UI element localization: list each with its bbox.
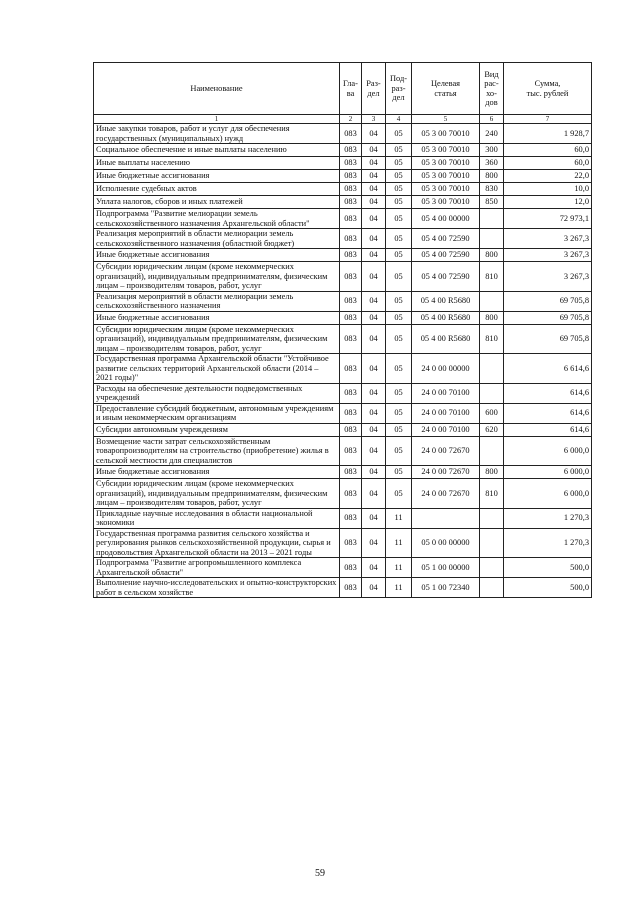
row-section: 04 [362, 229, 386, 249]
row-chapter: 083 [340, 558, 362, 578]
row-target-article: 05 1 00 72340 [412, 578, 480, 598]
row-name: Выполнение научно-исследовательских и опытно-конструкторских работ в сельском хозяйстве [94, 578, 340, 598]
row-expense-type [480, 354, 504, 384]
row-subsection: 05 [386, 262, 412, 292]
row-amount: 60,0 [504, 144, 592, 157]
row-amount: 60,0 [504, 157, 592, 170]
row-name: Исполнение судебных актов [94, 183, 340, 196]
row-expense-type [480, 508, 504, 528]
header-target: Целевая статья [412, 63, 480, 115]
row-target-article: 05 3 00 70010 [412, 157, 480, 170]
row-target-article: 24 0 00 72670 [412, 466, 480, 479]
row-target-article: 05 0 00 00000 [412, 528, 480, 558]
header-row [94, 63, 592, 115]
row-subsection: 05 [386, 383, 412, 403]
row-amount: 3 267,3 [504, 249, 592, 262]
row-subsection: 05 [386, 144, 412, 157]
row-subsection: 05 [386, 436, 412, 466]
header-section: Раз- дел [362, 63, 386, 115]
table-row [94, 479, 592, 509]
row-name: Иные бюджетные ассигнования [94, 311, 340, 324]
row-expense-type: 810 [480, 479, 504, 509]
row-target-article: 05 4 00 72590 [412, 262, 480, 292]
row-target-article: 05 3 00 70010 [412, 170, 480, 183]
row-subsection: 05 [386, 466, 412, 479]
row-expense-type [480, 291, 504, 311]
row-name: Иные бюджетные ассигнования [94, 170, 340, 183]
row-target-article: 05 3 00 70010 [412, 144, 480, 157]
row-chapter: 083 [340, 229, 362, 249]
row-section: 04 [362, 196, 386, 209]
row-name: Предоставление субсидий бюджетным, автономным учреждениям и иным некоммерческим организациям [94, 403, 340, 423]
table-body [94, 124, 592, 598]
row-target-article: 05 4 00 00000 [412, 209, 480, 229]
row-amount: 6 000,0 [504, 466, 592, 479]
row-amount: 69 705,8 [504, 311, 592, 324]
page-number: 59 [315, 868, 325, 879]
row-target-article: 05 4 00 R5680 [412, 311, 480, 324]
row-chapter: 083 [340, 196, 362, 209]
row-section: 04 [362, 311, 386, 324]
row-expense-type [480, 558, 504, 578]
table-row [94, 466, 592, 479]
table-row [94, 324, 592, 354]
table-row [94, 291, 592, 311]
row-subsection: 05 [386, 157, 412, 170]
table-row [94, 354, 592, 384]
row-subsection: 05 [386, 183, 412, 196]
row-amount: 69 705,8 [504, 291, 592, 311]
table-row [94, 209, 592, 229]
row-expense-type: 620 [480, 423, 504, 436]
row-name: Подпрограмма "Развитие агропромышленного комплекса Архангельской области" [94, 558, 340, 578]
row-target-article: 05 4 00 72590 [412, 249, 480, 262]
header-amount: Сумма, тыс. рублей [504, 63, 592, 115]
row-name: Субсидии юридическим лицам (кроме некоммерческих организаций), индивидуальным предпринимателям, физическим лицам – производителям товаров, работ, услуг [94, 262, 340, 292]
row-subsection: 05 [386, 196, 412, 209]
row-chapter: 083 [340, 183, 362, 196]
row-name: Иные закупки товаров, работ и услуг для обеспечения государственных (муниципальных) нужд [94, 124, 340, 144]
row-expense-type: 800 [480, 311, 504, 324]
row-amount: 3 267,3 [504, 229, 592, 249]
row-section: 04 [362, 249, 386, 262]
row-subsection: 05 [386, 249, 412, 262]
row-name: Социальное обеспечение и иные выплаты населению [94, 144, 340, 157]
row-section: 04 [362, 403, 386, 423]
row-name: Подпрограмма "Развитие мелиорации земель сельскохозяйственного назначения Архангельской области" [94, 209, 340, 229]
row-section: 04 [362, 157, 386, 170]
row-name: Субсидии автономным учреждениям [94, 423, 340, 436]
row-amount: 6 000,0 [504, 436, 592, 466]
row-expense-type [480, 209, 504, 229]
row-section: 04 [362, 262, 386, 292]
row-section: 04 [362, 209, 386, 229]
row-amount: 1 270,3 [504, 508, 592, 528]
row-section: 04 [362, 170, 386, 183]
table-row [94, 249, 592, 262]
row-subsection: 05 [386, 423, 412, 436]
row-amount: 69 705,8 [504, 324, 592, 354]
row-amount: 614,6 [504, 383, 592, 403]
row-subsection: 05 [386, 291, 412, 311]
row-expense-type: 800 [480, 249, 504, 262]
row-section: 04 [362, 578, 386, 598]
row-chapter: 083 [340, 436, 362, 466]
row-subsection: 05 [386, 229, 412, 249]
column-number: 4 [386, 115, 412, 124]
column-number: 6 [480, 115, 504, 124]
row-target-article: 24 0 00 72670 [412, 436, 480, 466]
table-row [94, 383, 592, 403]
row-target-article: 24 0 00 70100 [412, 403, 480, 423]
row-section: 04 [362, 479, 386, 509]
table-row [94, 196, 592, 209]
header-subsection: Под- раз- дел [386, 63, 412, 115]
row-chapter: 083 [340, 262, 362, 292]
row-amount: 614,6 [504, 423, 592, 436]
row-section: 04 [362, 528, 386, 558]
table-row [94, 229, 592, 249]
row-name: Расходы на обеспечение деятельности подведомственных учреждений [94, 383, 340, 403]
row-amount: 614,6 [504, 403, 592, 423]
table-row [94, 262, 592, 292]
row-chapter: 083 [340, 578, 362, 598]
row-amount: 1 270,3 [504, 528, 592, 558]
row-subsection: 05 [386, 209, 412, 229]
row-amount: 72 973,1 [504, 209, 592, 229]
row-expense-type: 600 [480, 403, 504, 423]
row-section: 04 [362, 436, 386, 466]
row-expense-type: 300 [480, 144, 504, 157]
row-amount: 500,0 [504, 558, 592, 578]
row-expense-type: 800 [480, 170, 504, 183]
row-subsection: 05 [386, 170, 412, 183]
row-target-article [412, 508, 480, 528]
row-subsection: 11 [386, 508, 412, 528]
budget-table [93, 62, 592, 598]
column-number: 5 [412, 115, 480, 124]
row-subsection: 05 [386, 354, 412, 384]
table-row [94, 423, 592, 436]
row-chapter: 083 [340, 403, 362, 423]
row-amount: 6 614,6 [504, 354, 592, 384]
row-chapter: 083 [340, 383, 362, 403]
row-target-article: 05 3 00 70010 [412, 183, 480, 196]
row-section: 04 [362, 291, 386, 311]
row-expense-type [480, 229, 504, 249]
row-section: 04 [362, 383, 386, 403]
table-row [94, 311, 592, 324]
table-row [94, 170, 592, 183]
row-expense-type [480, 528, 504, 558]
header-expense: Вид рас- хо- дов [480, 63, 504, 115]
row-target-article: 05 3 00 70010 [412, 124, 480, 144]
row-amount: 1 928,7 [504, 124, 592, 144]
row-chapter: 083 [340, 291, 362, 311]
row-name: Возмещение части затрат сельскохозяйственным товаропроизводителям на строительство (приобретение) жилья в сельской местности для специалистов [94, 436, 340, 466]
row-name: Реализация мероприятий в области мелиорации земель сельскохозяйственного назначения (областной бюджет) [94, 229, 340, 249]
row-expense-type: 850 [480, 196, 504, 209]
column-number: 2 [340, 115, 362, 124]
row-amount: 3 267,3 [504, 262, 592, 292]
row-chapter: 083 [340, 144, 362, 157]
row-amount: 500,0 [504, 578, 592, 598]
row-target-article: 05 4 00 R5680 [412, 291, 480, 311]
table-row [94, 403, 592, 423]
row-expense-type [480, 578, 504, 598]
row-name: Государственная программа развития сельского хозяйства и регулирования рынков сельскохозяйственной продукции, сырья и продовольствия Архангельской области на 2013 – 2021 годы [94, 528, 340, 558]
table-row [94, 528, 592, 558]
table-row [94, 124, 592, 144]
row-section: 04 [362, 354, 386, 384]
row-section: 04 [362, 183, 386, 196]
row-chapter: 083 [340, 354, 362, 384]
row-expense-type: 810 [480, 262, 504, 292]
table-row [94, 436, 592, 466]
row-name: Уплата налогов, сборов и иных платежей [94, 196, 340, 209]
table-row [94, 157, 592, 170]
row-chapter: 083 [340, 423, 362, 436]
row-chapter: 083 [340, 124, 362, 144]
row-subsection: 11 [386, 558, 412, 578]
row-chapter: 083 [340, 466, 362, 479]
row-name: Реализация мероприятий в области мелиорации земель сельскохозяйственного назначения [94, 291, 340, 311]
row-section: 04 [362, 124, 386, 144]
row-chapter: 083 [340, 249, 362, 262]
row-target-article: 05 4 00 R5680 [412, 324, 480, 354]
table-row [94, 144, 592, 157]
row-expense-type [480, 436, 504, 466]
row-name: Субсидии юридическим лицам (кроме некоммерческих организаций), индивидуальным предпринимателям, физическим лицам – производителям товаров, работ, услуг [94, 479, 340, 509]
row-amount: 6 000,0 [504, 479, 592, 509]
row-target-article: 05 3 00 70010 [412, 196, 480, 209]
row-name: Субсидии юридическим лицам (кроме некоммерческих организаций), индивидуальным предпринимателям, физическим лицам – производителям товаров, работ, услуг [94, 324, 340, 354]
row-section: 04 [362, 144, 386, 157]
row-chapter: 083 [340, 209, 362, 229]
table-row [94, 558, 592, 578]
row-chapter: 083 [340, 157, 362, 170]
row-amount: 12,0 [504, 196, 592, 209]
row-section: 04 [362, 324, 386, 354]
table-row [94, 183, 592, 196]
row-chapter: 083 [340, 528, 362, 558]
header-chapter: Гла- ва [340, 63, 362, 115]
row-chapter: 083 [340, 311, 362, 324]
row-amount: 22,0 [504, 170, 592, 183]
row-expense-type: 800 [480, 466, 504, 479]
row-expense-type: 240 [480, 124, 504, 144]
row-name: Иные бюджетные ассигнования [94, 466, 340, 479]
row-expense-type [480, 383, 504, 403]
row-section: 04 [362, 558, 386, 578]
row-subsection: 05 [386, 311, 412, 324]
row-subsection: 11 [386, 578, 412, 598]
row-section: 04 [362, 466, 386, 479]
row-name: Государственная программа Архангельской области "Устойчивое развитие сельских территорий Архангельской области (2014 – 2021 годы)" [94, 354, 340, 384]
row-target-article: 24 0 00 00000 [412, 354, 480, 384]
column-number: 3 [362, 115, 386, 124]
row-name: Иные бюджетные ассигнования [94, 249, 340, 262]
row-target-article: 24 0 00 70100 [412, 423, 480, 436]
row-expense-type: 360 [480, 157, 504, 170]
row-section: 04 [362, 423, 386, 436]
row-subsection: 05 [386, 403, 412, 423]
table-row [94, 578, 592, 598]
row-subsection: 05 [386, 124, 412, 144]
row-subsection: 05 [386, 479, 412, 509]
row-expense-type: 830 [480, 183, 504, 196]
column-number: 7 [504, 115, 592, 124]
row-target-article: 05 4 00 72590 [412, 229, 480, 249]
table-row [94, 508, 592, 528]
row-amount: 10,0 [504, 183, 592, 196]
row-expense-type: 810 [480, 324, 504, 354]
header-name: Наименование [94, 63, 340, 115]
row-subsection: 05 [386, 324, 412, 354]
row-chapter: 083 [340, 508, 362, 528]
row-subsection: 11 [386, 528, 412, 558]
column-number: 1 [94, 115, 340, 124]
row-chapter: 083 [340, 170, 362, 183]
row-chapter: 083 [340, 479, 362, 509]
row-target-article: 05 1 00 00000 [412, 558, 480, 578]
column-number-row [94, 115, 592, 124]
row-section: 04 [362, 508, 386, 528]
row-target-article: 24 0 00 70100 [412, 383, 480, 403]
row-chapter: 083 [340, 324, 362, 354]
row-name: Прикладные научные исследования в области национальной экономики [94, 508, 340, 528]
row-target-article: 24 0 00 72670 [412, 479, 480, 509]
row-name: Иные выплаты населению [94, 157, 340, 170]
